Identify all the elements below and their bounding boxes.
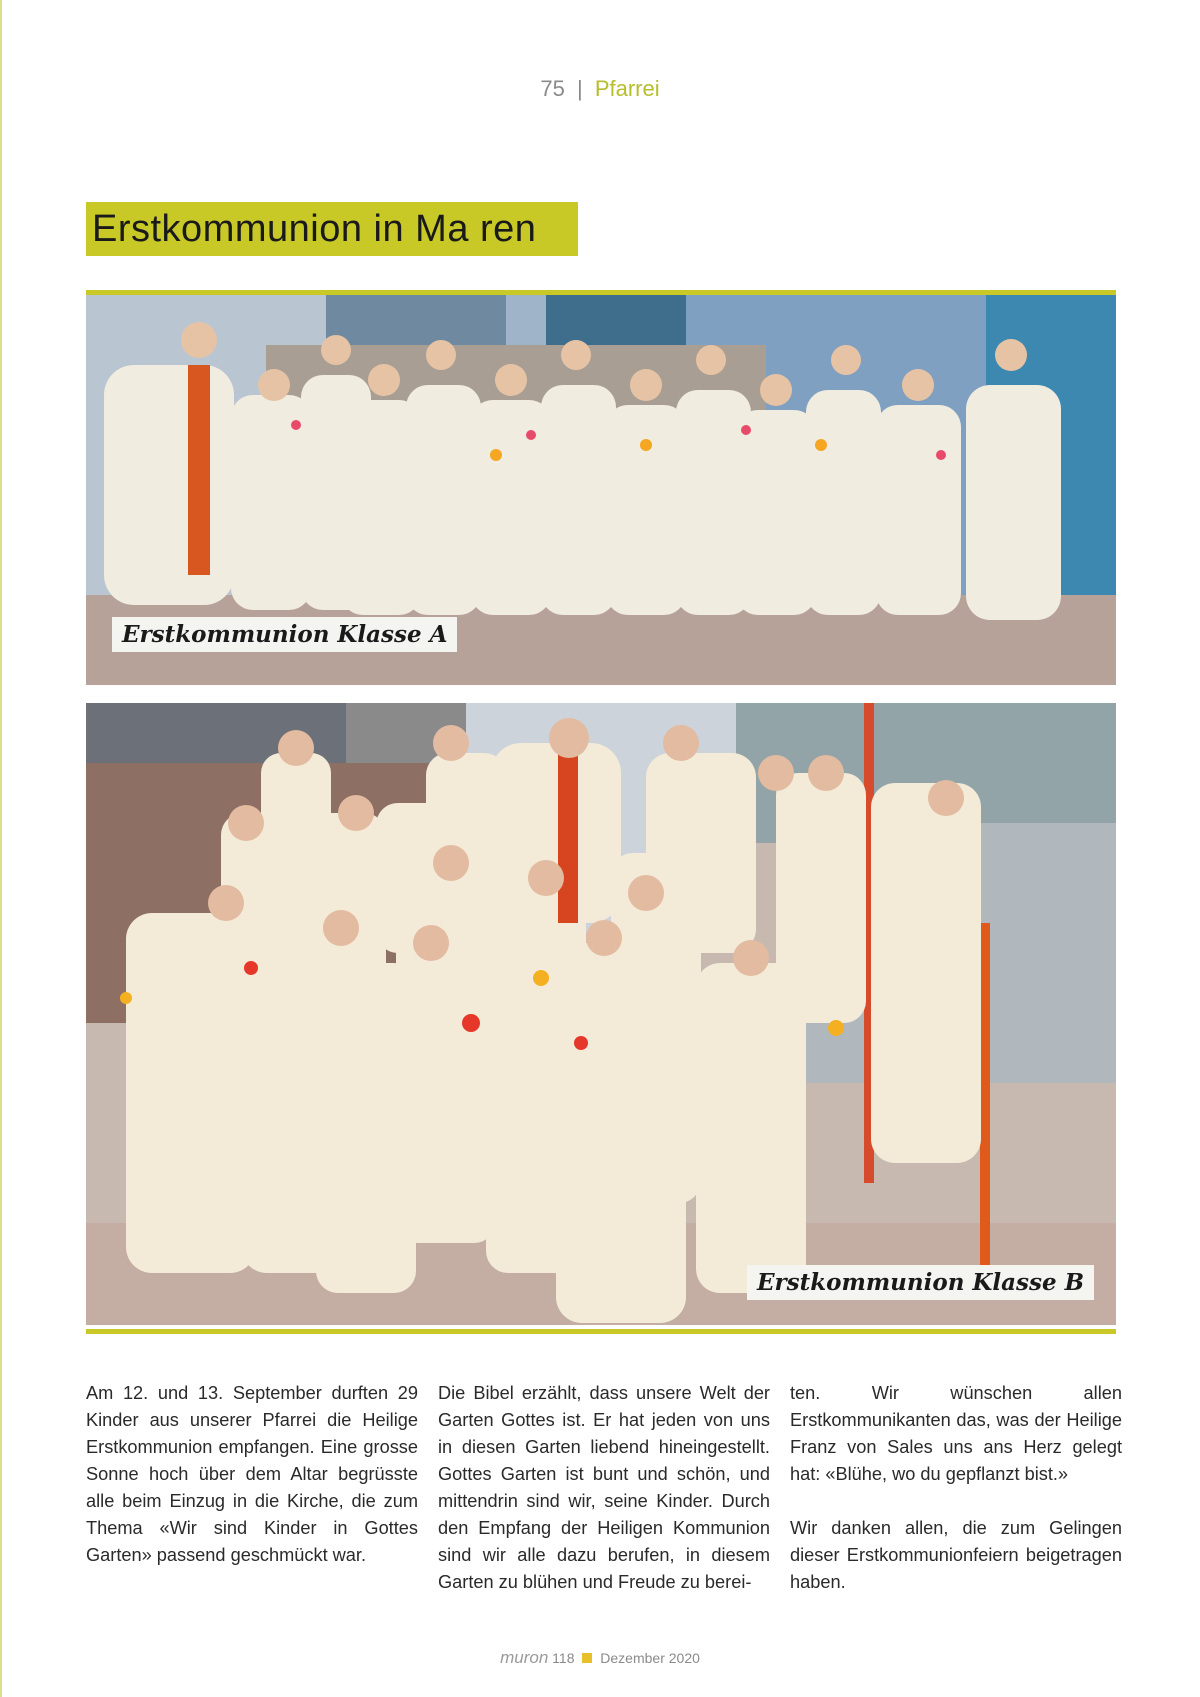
photo-bottom-rule [86,1329,1116,1334]
article-title: Erstkommunion in Ma ren [92,208,537,250]
page-footer [0,1648,1200,1668]
article-paragraph: ten. Wir wünschen allen Erstkommunikanten das, was der Heilige Franz von Sales uns ans Herz gelegt hat: «Blühe, wo du gepflanzt bist.» [790,1383,1122,1484]
article-paragraph: Die Bibel erzählt, dass unsere Welt der Garten Gottes ist. Er hat jeden von uns in diesen Garten liebend hineingestellt. Gottes Garten ist bunt und schön, und mittendrin sind wir, seine Kinder. Durch den Empfang der Heiligen Kommunion sind wir alle dazu berufen, in diesem Garten zu blühen und Freude zu berei- [438,1383,770,1592]
header-separator: | [576,76,583,101]
photo-class-a [86,295,1116,685]
article-title-box [86,202,578,256]
photo-class-b-image [86,703,1116,1325]
article-paragraph: Am 12. und 13. September durften 29 Kinder aus unserer Pfarrei die Heilige Erstkommunion empfangen. Eine grosse Sonne hoch über dem Altar begrüsste alle beim Einzug in die Kirche, die zum Thema «Wir sind Kinder in Gottes Garten» passend geschmückt war. [86,1383,418,1565]
page-header [0,76,1200,102]
photo-class-a-caption: Erstkommunion Klasse A [112,617,457,652]
article-column-1 [86,1380,418,1569]
issue-number: 118 [552,1650,575,1666]
article-paragraph: Wir danken allen, die zum Gelingen dieser Erstkommunionfeiern beigetragen haben. [790,1518,1122,1592]
issue-date: Dezember 2020 [600,1650,700,1666]
page-number: 75 [540,76,565,101]
section-title: Pfarrei [594,76,660,101]
page-edge-rule [0,0,2,1697]
photo-class-b-caption: Erstkommunion Klasse B [747,1265,1094,1300]
photo-class-b [86,703,1116,1325]
magazine-brand: muron [500,1648,549,1667]
footer-square-icon [582,1653,592,1663]
article-column-2 [438,1380,770,1596]
article-column-3 [790,1380,1122,1596]
